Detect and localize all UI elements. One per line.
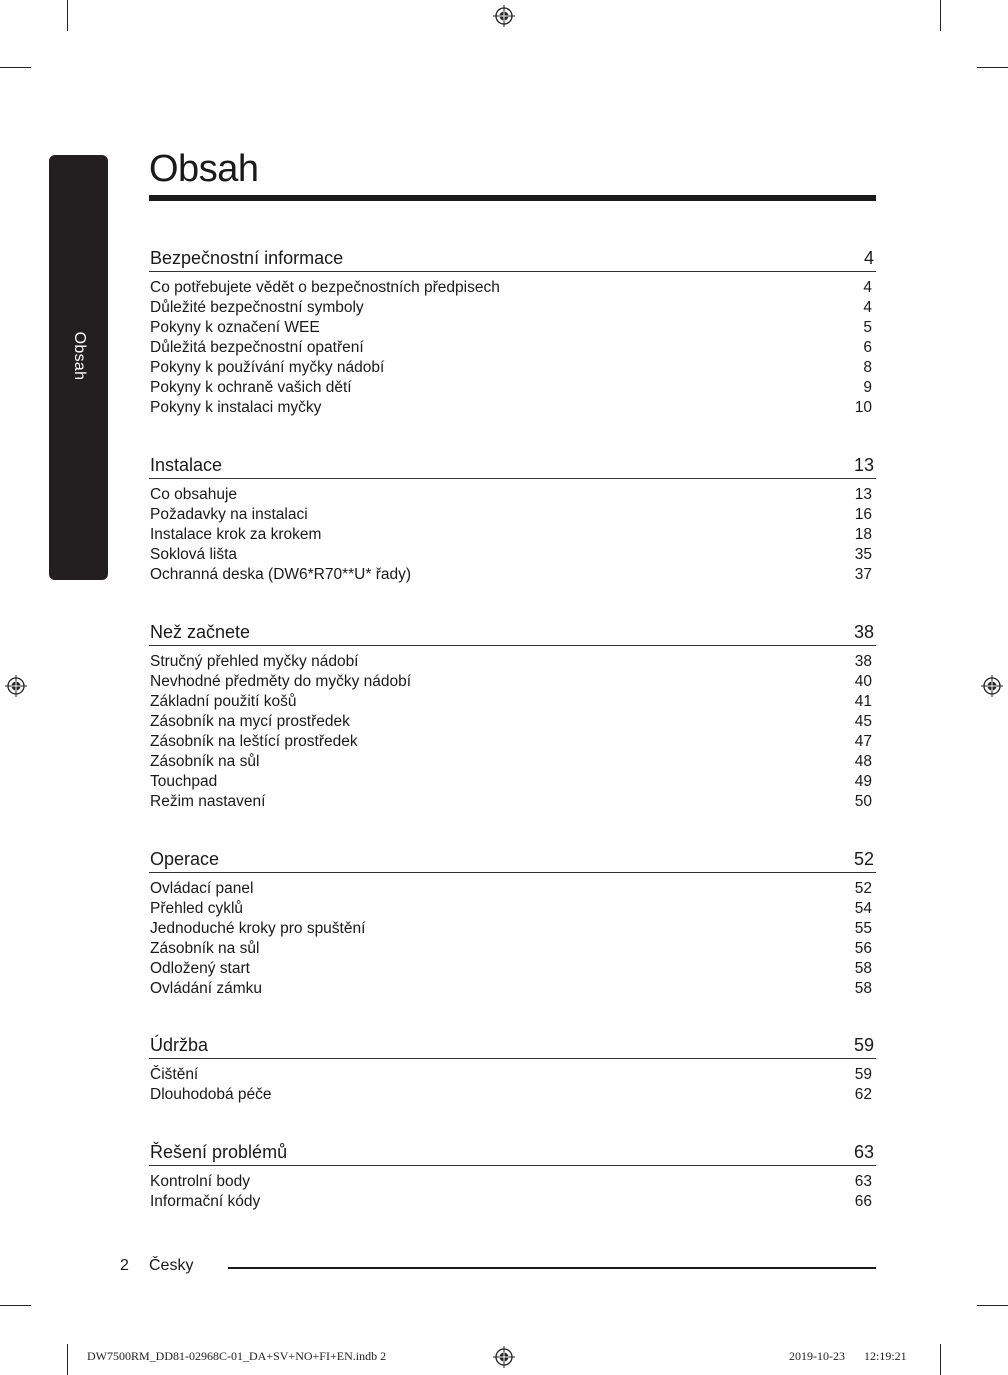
toc-item-page: 56 [854, 940, 872, 957]
toc-section [149, 1032, 876, 1105]
section-page: 59 [853, 1035, 874, 1055]
toc-item [149, 959, 876, 979]
section-title: Údržba [150, 1035, 209, 1055]
section-heading [149, 1139, 876, 1166]
section-heading [149, 1032, 876, 1059]
print-slug-file: DW7500RM_DD81-02968C-01_DA+SV+NO+FI+EN.indb 2 [87, 1349, 387, 1363]
section-heading [149, 452, 876, 479]
section-page: 52 [853, 849, 874, 869]
toc-item-label: Důležitá bezpečnostní opatření [150, 339, 364, 356]
toc-item [149, 1172, 876, 1192]
toc-item [149, 732, 876, 752]
toc-section [149, 245, 876, 418]
toc-item-page: 18 [854, 526, 872, 543]
toc-item [149, 378, 876, 398]
toc-item [149, 565, 876, 585]
section-title: Bezpečnostní informace [150, 248, 344, 268]
toc-item-label: Zásobník na leštící prostředek [150, 733, 358, 750]
toc-item-label: Základní použití košů [150, 693, 297, 710]
footer-rule [228, 1267, 876, 1269]
crop-mark [940, 1344, 941, 1375]
toc-section [149, 846, 876, 999]
toc-item-label: Nevhodné předměty do myčky nádobí [150, 673, 412, 690]
toc-item-page: 45 [854, 713, 872, 730]
toc-item-label: Čištění [150, 1066, 199, 1083]
toc-section [149, 619, 876, 812]
crop-mark [0, 67, 31, 68]
section-heading [149, 846, 876, 873]
toc-item-label: Pokyny k používání myčky nádobí [150, 359, 385, 376]
crop-mark [0, 1305, 31, 1306]
section-title: Řešení problémů [150, 1142, 288, 1162]
registration-mark-icon [981, 675, 1003, 697]
toc-item-label: Ochranná deska (DW6*R70**U* řady) [150, 566, 412, 583]
toc-item-label: Kontrolní body [150, 1173, 250, 1190]
footer-language: Česky [149, 1257, 194, 1274]
section-page: 38 [853, 622, 874, 642]
toc-item-page: 59 [854, 1066, 872, 1083]
toc-item-page: 62 [854, 1086, 872, 1103]
toc-item-label: Jednoduché kroky pro spuštění [150, 920, 366, 937]
page-number: 2 [120, 1257, 129, 1274]
toc-item [149, 318, 876, 338]
section-heading [149, 619, 876, 646]
crop-mark [977, 1305, 1008, 1306]
toc-item-label: Co potřebujete vědět o bezpečnostních předpisech [150, 279, 500, 296]
toc-item-page: 4 [863, 299, 872, 316]
toc-item-label: Dlouhodobá péče [150, 1086, 272, 1103]
toc-item [149, 358, 876, 378]
toc-item-page: 48 [854, 753, 872, 770]
toc-item [149, 485, 876, 505]
toc-section [149, 1139, 876, 1212]
toc-item-page: 41 [854, 693, 872, 710]
toc-item [149, 1085, 876, 1105]
section-title: Instalace [150, 455, 223, 475]
page-title: Obsah [149, 148, 259, 190]
toc-item [149, 652, 876, 672]
toc-item-page: 66 [854, 1193, 872, 1210]
toc-item-label: Co obsahuje [150, 486, 238, 503]
toc-item-page: 55 [854, 920, 872, 937]
toc-item [149, 505, 876, 525]
registration-mark-icon [493, 1346, 515, 1368]
toc-item-label: Přehled cyklů [150, 900, 244, 917]
section-page: 63 [853, 1142, 874, 1162]
toc-item-label: Důležité bezpečnostní symboly [150, 299, 364, 316]
toc-item-label: Ovládací panel [150, 880, 254, 897]
toc-item-label: Pokyny k instalaci myčky [150, 399, 322, 416]
toc-item-label: Soklová lišta [150, 546, 238, 563]
toc-item-page: 47 [854, 733, 872, 750]
toc-item-page: 37 [854, 566, 872, 583]
toc-item [149, 338, 876, 358]
toc-item-label: Stručný přehled myčky nádobí [150, 653, 359, 670]
toc-item [149, 712, 876, 732]
toc-item [149, 1192, 876, 1212]
registration-mark-icon [493, 5, 515, 27]
sidebar-tab-label: Obsah [71, 331, 88, 381]
toc-item-page: 40 [854, 673, 872, 690]
crop-mark [977, 67, 1008, 68]
toc-item [149, 752, 876, 772]
toc-item [149, 772, 876, 792]
toc-item-page: 13 [854, 486, 872, 503]
toc-item [149, 979, 876, 999]
section-page: 13 [853, 455, 874, 475]
toc-item-label: Zásobník na sůl [150, 940, 260, 957]
crop-mark [67, 1344, 68, 1375]
toc-item-page: 63 [854, 1173, 872, 1190]
toc-item [149, 672, 876, 692]
toc-item-label: Touchpad [150, 773, 218, 790]
toc-item-page: 58 [854, 980, 872, 997]
toc-section [149, 452, 876, 585]
toc-item-label: Ovládání zámku [150, 980, 262, 997]
toc-item-label: Informační kódy [150, 1193, 261, 1210]
toc-item-label: Zásobník na sůl [150, 753, 260, 770]
toc-item [149, 398, 876, 418]
toc-item-page: 4 [863, 279, 872, 296]
toc-item-label: Pokyny k ochraně vašich dětí [150, 379, 352, 396]
toc-item [149, 792, 876, 812]
toc-item-label: Instalace krok za krokem [150, 526, 322, 543]
toc-item [149, 525, 876, 545]
toc-item [149, 919, 876, 939]
toc-item-page: 54 [854, 900, 872, 917]
toc-item [149, 692, 876, 712]
toc-item-page: 5 [863, 319, 872, 336]
title-rule [149, 195, 876, 201]
toc-item-page: 50 [854, 793, 872, 810]
toc-item-label: Zásobník na mycí prostředek [150, 713, 350, 730]
toc-item-label: Požadavky na instalaci [150, 506, 308, 523]
toc-item-page: 9 [863, 379, 872, 396]
toc-item-label: Pokyny k označení WEE [150, 319, 320, 336]
toc-item-page: 58 [854, 960, 872, 977]
section-title: Operace [150, 849, 220, 869]
toc-item [149, 298, 876, 318]
section-page: 4 [863, 248, 874, 268]
toc-item [149, 879, 876, 899]
toc-item-page: 16 [854, 506, 872, 523]
section-title: Než začnete [150, 622, 251, 642]
toc-item-page: 38 [854, 653, 872, 670]
registration-mark-icon [5, 675, 27, 697]
toc-item-page: 35 [854, 546, 872, 563]
toc-item-page: 52 [854, 880, 872, 897]
toc-item-page: 8 [863, 359, 872, 376]
print-slug-date: 2019-10-23 [789, 1349, 845, 1363]
section-heading [149, 245, 876, 272]
toc-item-page: 6 [863, 339, 872, 356]
toc-item-page: 10 [854, 399, 872, 416]
print-slug-time: 12:19:21 [864, 1349, 907, 1363]
crop-mark [940, 0, 941, 31]
toc-item [149, 545, 876, 565]
toc-item [149, 899, 876, 919]
toc-item-label: Odložený start [150, 960, 250, 977]
toc-item-page: 49 [854, 773, 872, 790]
toc-item [149, 1065, 876, 1085]
toc-item-label: Režim nastavení [150, 793, 266, 810]
crop-mark [67, 0, 68, 31]
toc-item [149, 278, 876, 298]
toc-item [149, 939, 876, 959]
